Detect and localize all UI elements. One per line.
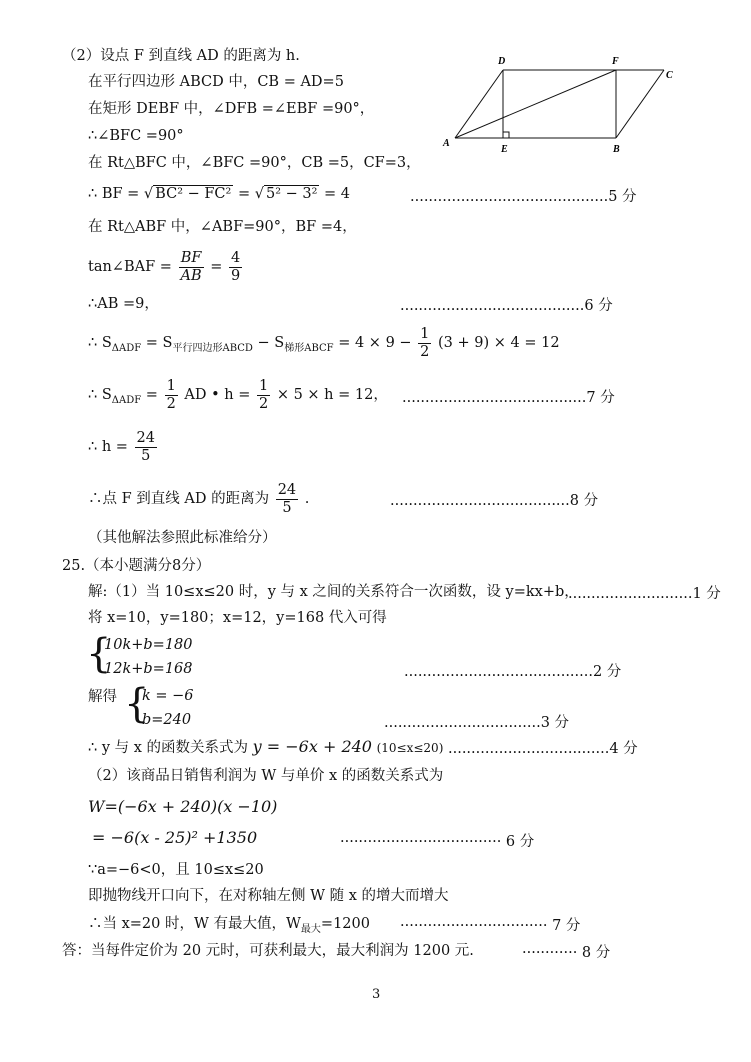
q25-line-1: 解:（1）当 10≤x≤20 时，y 与 x 之间的关系符合一次函数，设 y=kx+b， bbox=[88, 584, 579, 600]
q25-score-7: ································ 7 分 bbox=[400, 918, 581, 934]
score-5: ...........................................5 分 bbox=[410, 189, 637, 205]
score-8: .......................................8 分 bbox=[390, 493, 599, 509]
fraction-4-9: $\frac{4}{9}$ bbox=[231, 249, 241, 284]
q25-score-6: ··································· 6 分 bbox=[340, 834, 535, 850]
brace-system-1: { bbox=[86, 631, 112, 677]
fraction-half-2: $\frac{1}{2}$ bbox=[166, 377, 176, 412]
part2-note: （其他解法参照此标准给分） bbox=[88, 530, 277, 546]
fraction-half: $\frac{1}{2}$ bbox=[420, 325, 430, 360]
q25-line-6: （2）该商品日销售利润为 W 与单价 x 的函数关系式为 bbox=[88, 768, 444, 784]
part2-line-8: tan∠BAF = $\frac{BF}{AB}$ = $\frac{4}{9}$ bbox=[88, 249, 241, 284]
system-1-eq-b: 12k+b=168 bbox=[104, 661, 193, 677]
q25-line-11: ∴当 x=20 时，W 有最大值，$W_{最大}=1200$ bbox=[88, 916, 370, 935]
label-d: D bbox=[498, 56, 506, 67]
sqrt-term-1: BC² − FC² bbox=[155, 186, 232, 202]
sqrt-term-2: 5² − 3² bbox=[265, 186, 318, 202]
tan-prefix: tan∠BAF = bbox=[88, 259, 172, 275]
q25-answer: 答：当每件定价为 20 元时，可获利最大，最大利润为 1200 元. bbox=[62, 943, 474, 959]
label-a: A bbox=[443, 138, 450, 149]
page-number: 3 bbox=[372, 987, 381, 1002]
system-1-eq-a: 10k+b=180 bbox=[104, 637, 193, 653]
score-6: ........................................6 分 bbox=[400, 298, 613, 314]
fraction-half-3: $\frac{1}{2}$ bbox=[258, 377, 269, 412]
q25-score-8: ············ 8 分 bbox=[522, 945, 611, 961]
label-c: C bbox=[666, 70, 673, 81]
part2-line-13: ∴点 F 到直线 AD 的距离为 $\frac{24}{5}$ . bbox=[88, 481, 310, 516]
q25-line-5: ∴ y 与 x 的函数关系式为 y = −6x + 240 (10≤x≤20) bbox=[88, 737, 444, 756]
side-cb bbox=[616, 70, 664, 138]
q25-line-8: = −6(x - 25)² +1350 bbox=[92, 828, 258, 847]
q25-score-4: ...................................4 分 bbox=[448, 741, 638, 757]
q25-score-3: ..................................3 分 bbox=[384, 715, 570, 731]
q25-score-1: ...........................1 分 bbox=[568, 586, 721, 602]
part2-line-7: 在 Rt△ABF 中，∠ABF=90°，BF =4， bbox=[88, 219, 357, 235]
q25-title: 25.（本小题满分8分） bbox=[62, 558, 211, 574]
part2-line-11: ∴ $S_{\Delta ADF}$ = $\frac{1}{2}$ AD • h = $\frac{1}{2}$ × 5 × h = 12， bbox=[88, 377, 388, 412]
q25-solve-label: 解得 bbox=[88, 689, 117, 705]
fraction-24-5: $\frac{24}{5}$ bbox=[136, 429, 155, 464]
part2-line-9: ∴AB =9， bbox=[88, 296, 159, 312]
label-f: F bbox=[612, 56, 619, 67]
q25-line-2: 将 x=10，y=180；x=12，y=168 代入可得 bbox=[88, 610, 387, 626]
part2-line-12: ∴ h = $\frac{24}{5}$ bbox=[88, 429, 155, 464]
q25-score-2: .........................................2 分 bbox=[404, 664, 622, 680]
brace-system-2: { bbox=[124, 681, 150, 727]
part2-line-10: ∴ $S_{\Delta ADF} = S_{平行四边形ABCD} - S_{梯形ABCF} = 4 \times 9$ − $\frac{1}{2}$ (3 + 9) × 4 = 12 bbox=[88, 325, 560, 360]
part2-line-1: （2）设点 F 到直线 AD 的距离为 h. bbox=[62, 48, 300, 64]
part2-line-6: ∴ BF = √ BC² − FC² = √ 5² − 3² = 4 bbox=[88, 186, 351, 202]
part2-line-5: 在 Rt△BFC 中，∠BFC =90°，CB =5，CF=3， bbox=[88, 155, 421, 171]
label-e: E bbox=[501, 144, 508, 155]
part2-line-2: 在平行四边形 ABCD 中，CB = AD=5 bbox=[88, 74, 344, 90]
right-angle-mark bbox=[503, 132, 509, 138]
label-b: B bbox=[613, 144, 620, 155]
part2-line-4: ∴∠BFC =90° bbox=[88, 128, 184, 144]
system-2-b: b=240 bbox=[142, 712, 192, 728]
q25-line-10: 即抛物线开口向下，在对称轴左侧 W 随 x 的增大而增大 bbox=[88, 888, 449, 904]
system-2-k: k = −6 bbox=[142, 688, 194, 704]
eq-sign: = bbox=[237, 186, 251, 202]
bf-result: = 4 bbox=[324, 186, 351, 202]
q25-line-7: W=(−6x + 240)(x −10) bbox=[88, 797, 278, 816]
q25-line-9: ∵a=−6<0，且 10≤x≤20 bbox=[88, 862, 264, 878]
parallelogram-diagram bbox=[440, 50, 680, 156]
fraction-24-5-b: $\frac{24}{5}$ bbox=[277, 481, 297, 516]
bf-prefix: ∴ BF = bbox=[88, 186, 140, 202]
fraction-bf-ab: $\frac{BF}{AB}$ bbox=[180, 249, 202, 284]
score-7: ........................................7 分 bbox=[402, 390, 615, 406]
part2-line-3: 在矩形 DEBF 中，∠DFB =∠EBF =90°， bbox=[88, 101, 375, 117]
